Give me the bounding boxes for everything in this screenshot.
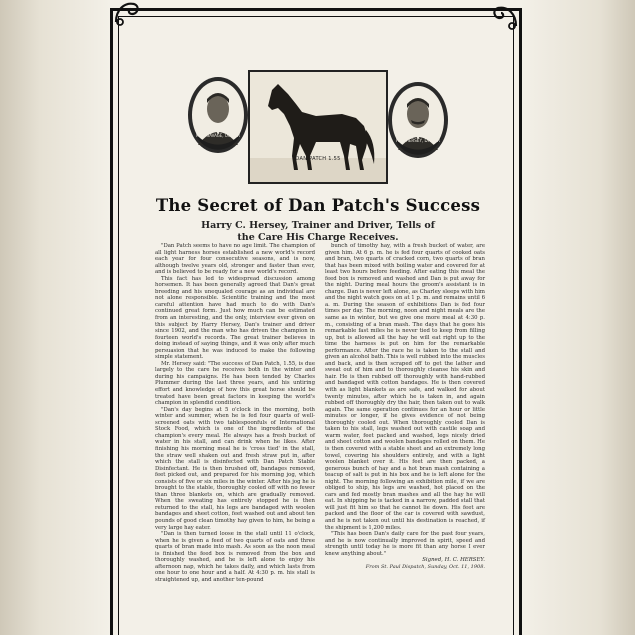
driver-portrait-medallion bbox=[386, 80, 450, 160]
corner-scroll-ornament-left bbox=[112, 0, 142, 28]
article-column-right bbox=[325, 243, 485, 570]
article-signature: Signed, H. C. HERSEY. bbox=[422, 557, 485, 564]
owner-portrait-label: M.W. SAVAGE, OWNER bbox=[196, 134, 245, 139]
article-headline: The Secret of Dan Patch's Success bbox=[155, 196, 481, 215]
horse-photograph bbox=[248, 70, 388, 184]
subheadline-line-2: the Care His Charge Receives. bbox=[237, 232, 399, 243]
subheadline-line-1: Harry C. Hersey, Trainer and Driver, Tells of bbox=[201, 220, 435, 231]
owner-portrait-medallion bbox=[186, 75, 250, 155]
article-paragraph: "This has been Dan's daily care for the past four years, and he is now continually improved in spirit, speed and strength until today he is more fit than any horse I ever knew anything about." bbox=[325, 531, 485, 557]
article-paragraph: bunch of timothy hay, with a fresh bucket of water, are given him. At 6 p. m. he is fed four quarts of cooked oats and bran, two quarts of cracked corn, two quarts of bran that has been mixed with boiling water and covered for at least two hours before feeding. After eating this meal the feed box is removed and washed and Dan is put away for the night. During meal hours the groom's assistant is in charge. Dan is never left alone, as Charley sleeps with him and the night watch goes on at 1 p. m. and remains until 6 a. m. During the season of exhibitions Dan is fed four times per day. The morning, noon and night meals are the same as in winter, but we give one more meal at 4:30 p. m., consisting of a bran mash. The days that he goes his remarkable fast miles he is never tied to keep from filling up, but is allowed all the hay he will eat right up to the time the harness is put on him for the remarkable performance. After the race he is taken to the stall and given an alcohol bath. This is well rubbed into the muscles and back, and is then scraped off to get the lather and sweat out of him and to thoroughly cleanse his skin and hair. He is then rubbed off thoroughly with hand-rubbed and bandaged with cotton bandages. He is then covered with as light blankets as are safe, and walked for about twenty minutes, after which he is taken in, and again rubbed off thoroughly dry the hair, then taken out to walk again. The same operation continues for an hour or little minutes or longer, if he gives evidence of not being thoroughly cooled out. When thoroughly cooled Dan is taken to his stall, legs washed out with castile soap and warm water, feet packed and washed, legs nicely dried and sheet cotton and woolen bandages rolled on them. He is then covered with a stable sheet and an extremely long towel, covering his shoulders entirely, and with a light woolen blanket over it. His feet are then packed, a generous bunch of hay and a hot bran mash containing a teacup of salt is put in his box and he is left alone for the night. The morning following an exhibition mile, if we are obliged to ship, his legs are washed, hot placed on the cars and fed mostly bran mashes and all the hay he will eat. In shipping he is tacked in a narrow, padded stall that will just fit him so that he cannot lie down. His feet are packed and the floor of the car is covered with sawdust, and he is not taken out until his destination is reached, if the shipment is 1,200 miles. bbox=[325, 243, 485, 531]
article-paragraph: "Dan's day begins at 5 o'clock in the morning, both winter and summer, when he is fed four quarts of well-screened oats with two tablespoonfuls of International Stock Food, which is one of the ingredients of the champion's every meal. He always has a fresh bucket of water in his stall, and can drink when he likes. After finishing his morning meal he is 'cross tied' in the stall, the straw well shaken out and fresh straw put in, after which the stall is disinfected with Dan Patch Stable Disinfectant. He is then brushed off, bandages removed, feet picked out, and prepared for his morning jog, which consists of five or six miles in the winter. After his jog he is brought to the stable, thoroughly cooled off with no fewer than three blankets on, which are gradually removed. When the sweating has entirely stopped he is then returned to the stall, his legs are bandaged with woolen bandages and sheet cotton, feet washed out and about ten pounds of good clean timothy hay given to him, he being a very large hay eater. bbox=[155, 406, 315, 531]
article-paragraph: This fact has led to widespread discussion among horsemen. It has been generally agreed that Dan's great breeding and his unequaled courage as an individual are not alone responsible. Scientific training and the most careful attention have had much to do with Dan's continued great form. Just how much can be estimated from an interesting, and the only, interview ever given on this subject by Harry Hersey, Dan's trainer and driver since 1902, and the man who has driven the champion in fourteen world's records. The great trainer believes in doing instead of saying things, and it was only after much persuasion that he was induced to make the following simple statement. bbox=[155, 275, 315, 361]
corner-scroll-ornament-right bbox=[490, 2, 520, 32]
article-source-credit: From St. Paul Dispatch, Sunday, Oct. 11, 1908. bbox=[365, 564, 485, 571]
driver-portrait-label: H.C. HERSEY, DRIVER bbox=[396, 139, 444, 144]
article-paragraph: "Dan is then turned loose in the stall until 11 o'clock, when he is given a feed of two quarts of oats and three quarts of bran made into mash. As soon as the noon meal is finished the feed box is removed from the box and thoroughly washed, and he is left alone to enjoy his afternoon nap, which he takes daily, and which lasts from one hour to one hour and a half. At 4:30 p. m. his stall is straightened up, and another ten-pound bbox=[155, 531, 315, 583]
article-subheadline bbox=[150, 220, 486, 244]
article-paragraph: Mr. Hersey said: "The success of Dan Patch, 1.55, is due largely to the care he receives both in the winter and during his campaigns. He has been tended by Charles Plummer during the last three years, and his untiring effort and knowledge of how this great horse should be treated have been great factors in keeping the world's champion in splendid condition. bbox=[155, 360, 315, 407]
horse-silhouette bbox=[250, 72, 386, 182]
horse-photo-caption: DAN PATCH 1.55 bbox=[295, 156, 341, 162]
article-column-left bbox=[155, 243, 315, 583]
article-paragraph: "Dan Patch seems to have no age limit. The champion of all light harness horses established a new world's record each year for four consecutive seasons, and is now, although twelve years old, stronger and faster than ever, and is believed to be ready for a new world's record. bbox=[155, 243, 315, 276]
